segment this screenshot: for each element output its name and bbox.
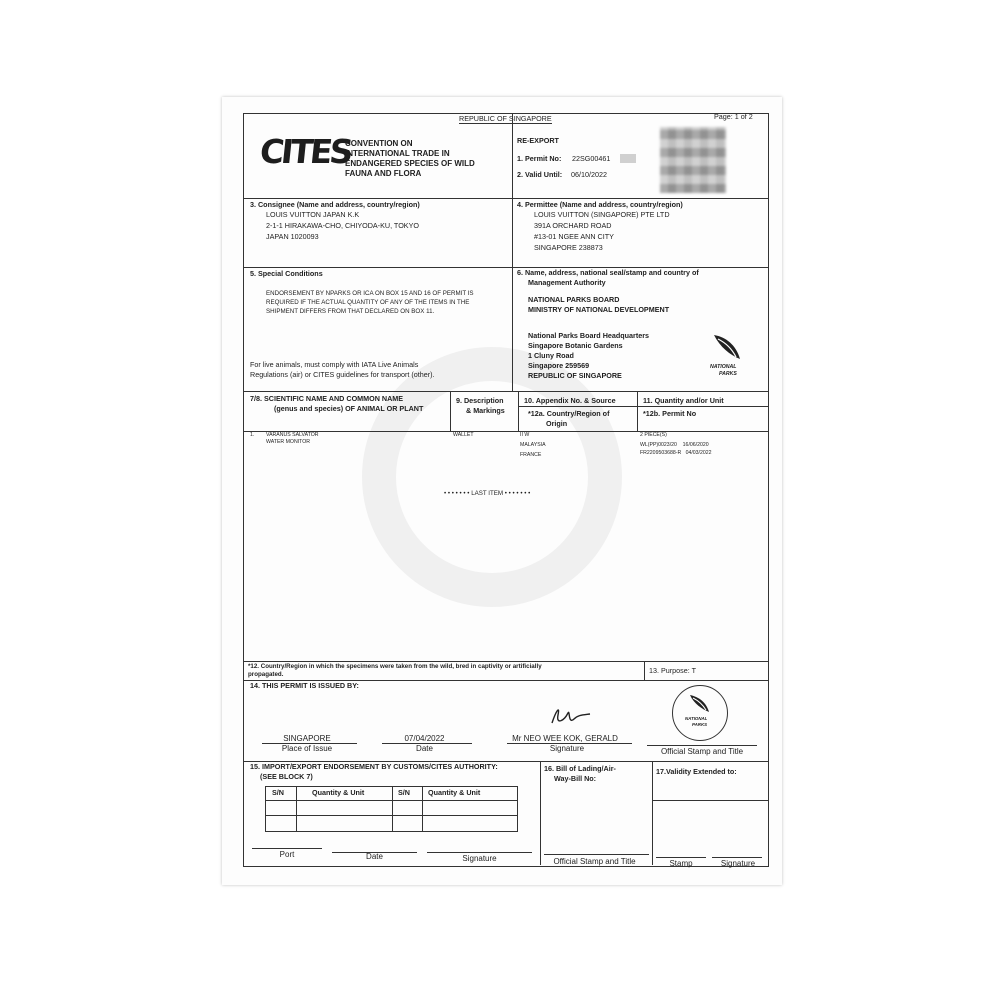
col-origin: *12a. Country/Region of — [528, 409, 610, 418]
permittee-line: #13-01 NGEE ANN CITY — [534, 232, 614, 241]
item-permit: WL(PP)0023/20 16/06/2020 — [640, 442, 709, 448]
issue-date-label: Date — [416, 744, 433, 753]
quantity-header: Quantity & Unit — [312, 788, 365, 797]
table-divider — [422, 786, 423, 831]
signature-label: Signature — [462, 854, 497, 863]
origin-note: propagated. — [248, 671, 284, 678]
stamp-text: NATIONAL — [685, 716, 708, 721]
national-parks-logo-text: NATIONAL — [710, 364, 737, 370]
convention-title-1: CONVENTION ON — [345, 139, 413, 148]
divider — [243, 198, 768, 199]
column-divider — [644, 661, 645, 680]
convention-title-3: ENDANGERED SPECIES OF WILD — [345, 159, 475, 168]
cites-logo: CITES — [257, 132, 353, 171]
item-description: WALLET — [453, 432, 474, 438]
permittee-line: 391A ORCHARD ROAD — [534, 221, 612, 230]
signature-line — [647, 745, 757, 746]
redaction-mask — [620, 154, 636, 163]
consignee-label: 3. Consignee (Name and address, country/region) — [250, 200, 420, 209]
consignee-line: LOUIS VUITTON JAPAN K.K — [266, 210, 360, 219]
special-conditions-label: 5. Special Conditions — [250, 269, 323, 278]
signature-line — [712, 857, 762, 858]
place-of-issue-value: SINGAPORE — [283, 734, 331, 743]
authority-address: REPUBLIC OF SINGAPORE — [528, 371, 622, 380]
origin-note: *12. Country/Region in which the specimens were taken from the wild, bred in captivity or artificially — [248, 663, 542, 670]
country-title: REPUBLIC OF SINGAPORE — [459, 114, 552, 123]
divider — [243, 661, 768, 662]
issued-by-label: 14. THIS PERMIT IS ISSUED BY: — [250, 681, 359, 690]
table-divider — [265, 800, 517, 801]
permittee-line: SINGAPORE 238873 — [534, 243, 603, 252]
col-quantity: 11. Quantity and/or Unit — [643, 396, 724, 405]
signatory-name: Mr NEO WEE KOK, GERALD — [512, 734, 618, 743]
signature-line — [427, 852, 532, 853]
item-common-name: WATER MONITOR — [266, 439, 310, 445]
col-description: 9. Description — [456, 396, 504, 405]
convention-title-4: FAUNA AND FLORA — [345, 169, 422, 178]
stamp-text: PARKS — [692, 722, 708, 727]
bill-of-lading-label: Way-Bill No: — [554, 774, 597, 783]
table-divider — [265, 815, 517, 816]
item-origin: FRANCE — [520, 452, 542, 458]
column-divider — [518, 391, 519, 431]
signature-label: Signature — [720, 859, 756, 868]
official-stamp — [672, 685, 728, 741]
authority-address: National Parks Board Headquarters — [528, 331, 650, 340]
authority-name: MINISTRY OF NATIONAL DEVELOPMENT — [528, 305, 670, 314]
item-permit: FR2209503688-R 04/03/2022 — [640, 450, 712, 456]
item-origin: MALAYSIA — [520, 442, 546, 448]
condition-line: SHIPMENT DIFFERS FROM THAT DECLARED ON BOX 11. — [266, 308, 435, 315]
col-scientific-name: 7/8. SCIENTIFIC NAME AND COMMON NAME — [250, 394, 404, 403]
convention-title-2: INTERNATIONAL TRADE IN — [345, 149, 450, 158]
authority-label: 6. Name, address, national seal/stamp and country of — [517, 268, 699, 277]
last-item-marker: • • • • • • • LAST ITEM • • • • • • • — [444, 490, 531, 497]
consignee-line: JAPAN 1020093 — [266, 232, 319, 241]
national-parks-leaf-icon — [710, 331, 746, 361]
condition-line: ENDORSEMENT BY NPARKS OR ICA ON BOX 15 AND 16 OF PERMIT IS — [266, 290, 474, 297]
live-animals-note: Regulations (air) or CITES guidelines for transport (other). — [250, 370, 435, 379]
port-label: Port — [279, 850, 295, 859]
validity-label: 17.Validity Extended to: — [656, 767, 737, 776]
authority-address: 1 Cluny Road — [528, 351, 574, 360]
national-parks-logo-text: PARKS — [719, 371, 737, 377]
signature-line — [656, 857, 706, 858]
signature-line — [252, 848, 322, 849]
date-label: Date — [366, 852, 383, 861]
handwritten-signature-icon — [544, 701, 596, 729]
permit-type: RE-EXPORT — [517, 136, 559, 145]
signature-line — [544, 854, 649, 855]
stamp-label: Stamp — [669, 859, 693, 868]
endorsement-label: (SEE BLOCK 7) — [260, 772, 313, 781]
condition-line: REQUIRED IF THE ACTUAL QUANTITY OF ANY OF THE ITEMS IN THE — [266, 299, 470, 306]
permit-sheet — [222, 97, 782, 885]
column-divider — [652, 761, 653, 865]
issue-date-value: 07/04/2022 — [404, 734, 445, 743]
sn-header: S/N — [272, 788, 284, 797]
table-divider — [296, 786, 297, 831]
page-number: Page: 1 of 2 — [714, 112, 753, 121]
col-description: & Markings — [466, 406, 505, 415]
column-divider — [512, 267, 513, 391]
qr-code-icon — [660, 127, 726, 193]
authority-label: Management Authority — [528, 278, 606, 287]
consignee-line: 2-1-1 HIRAKAWA-CHO, CHIYODA-KU, TOKYO — [266, 221, 419, 230]
authority-name: NATIONAL PARKS BOARD — [528, 295, 620, 304]
sn-header: S/N — [398, 788, 410, 797]
bill-of-lading-label: 16. Bill of Lading/Air- — [544, 764, 616, 773]
place-of-issue-label: Place of Issue — [281, 744, 333, 753]
divider — [243, 391, 768, 392]
col-permit-no: *12b. Permit No — [643, 409, 697, 418]
col-origin: Origin — [546, 419, 568, 428]
item-index: 1. — [250, 432, 255, 438]
signature-label: Signature — [549, 744, 585, 753]
endorsement-label: 15. IMPORT/EXPORT ENDORSEMENT BY CUSTOMS/CITES AUTHORITY: — [250, 762, 498, 771]
permit-no-value: 22SG00461 — [572, 154, 611, 163]
item-quantity: 2 PIECE(S) — [640, 432, 667, 438]
item-scientific-name: VARANUS SALVATOR — [266, 432, 319, 438]
quantity-header: Quantity & Unit — [428, 788, 481, 797]
column-divider — [450, 391, 451, 431]
column-divider — [637, 391, 638, 431]
column-divider — [540, 761, 541, 865]
permittee-label: 4. Permittee (Name and address, country/region) — [517, 200, 683, 209]
col-appendix: 10. Appendix No. & Source — [524, 396, 616, 405]
purpose: 13. Purpose: T — [649, 666, 697, 675]
divider — [518, 406, 768, 407]
live-animals-note: For live animals, must comply with IATA Live Animals — [250, 360, 419, 369]
item-appendix: II W — [520, 432, 530, 438]
divider — [652, 800, 768, 801]
valid-until-label: 2. Valid Until: — [517, 170, 563, 179]
official-stamp-label: Official Stamp and Title — [660, 747, 744, 756]
official-stamp-label: Official Stamp and Title — [553, 857, 636, 866]
col-scientific-name: (genus and species) OF ANIMAL OR PLANT — [274, 404, 424, 413]
stamp-leaf-icon — [687, 692, 713, 714]
authority-address: Singapore 259569 — [528, 361, 590, 370]
authority-address: Singapore Botanic Gardens — [528, 341, 623, 350]
permit-no-label: 1. Permit No: — [517, 154, 562, 163]
divider — [243, 431, 768, 432]
permittee-line: LOUIS VUITTON (SINGAPORE) PTE LTD — [534, 210, 670, 219]
table-divider — [392, 786, 393, 831]
valid-until-value: 06/10/2022 — [571, 170, 607, 179]
